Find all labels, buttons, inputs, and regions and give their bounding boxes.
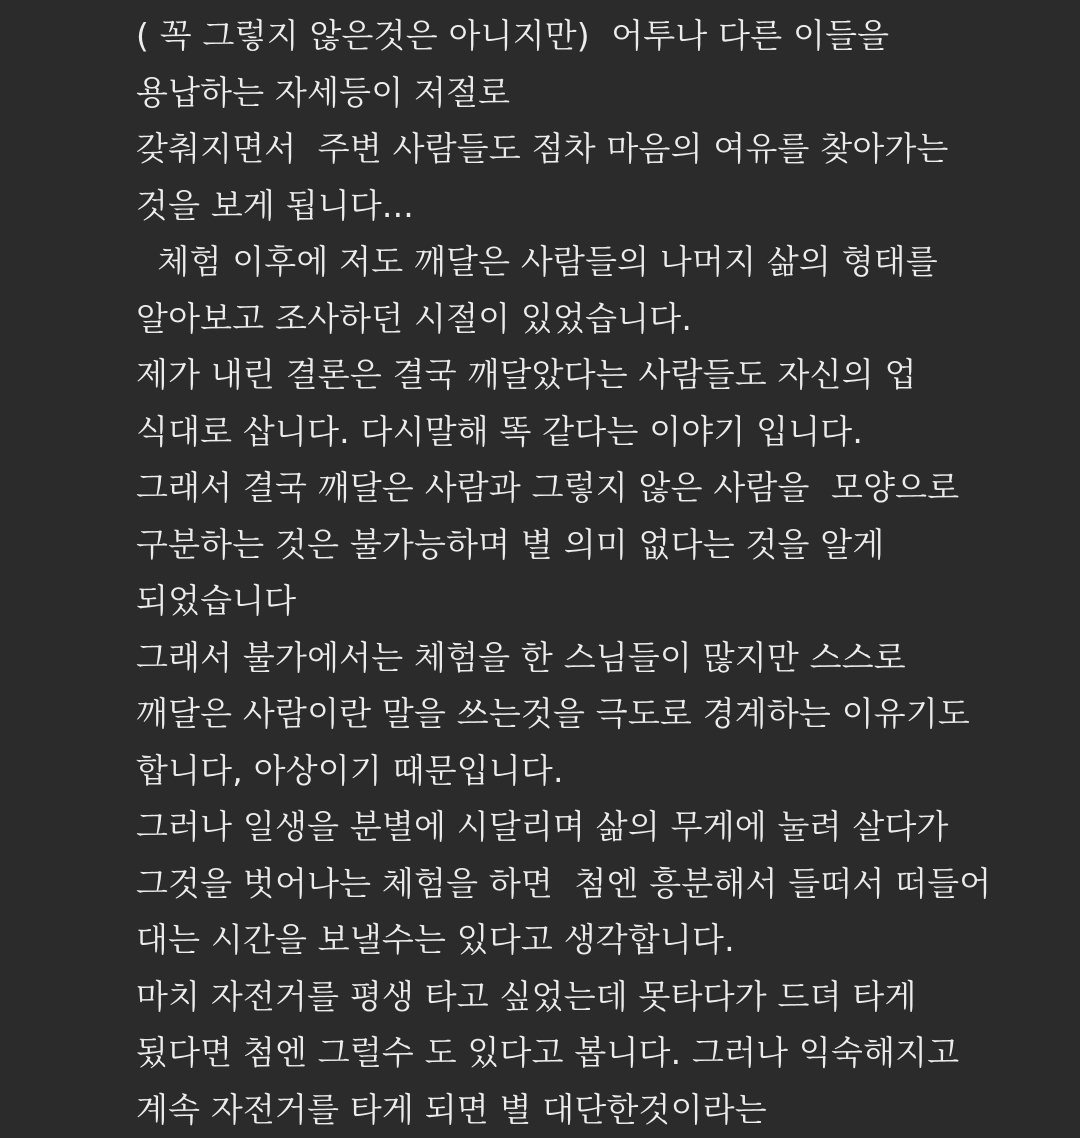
text-line-7: 제가 내린 결론은 결국 깨달았다는 사람들도 자신의 업 (136, 347, 1066, 404)
text-line-15: 그러나 일생을 분별에 시달리며 삶의 무게에 눌려 살다가 (136, 799, 1066, 856)
text-line-16: 그것을 벗어나는 체험을 하면 첨엔 흥분해서 들떠서 떠들어 (136, 856, 1066, 913)
text-line-17: 대는 시간을 보낼수는 있다고 생각합니다. (136, 912, 1066, 969)
text-line-19: 됬다면 첨엔 그럴수 도 있다고 봅니다. 그러나 익숙해지고 (136, 1025, 1066, 1082)
text-line-13: 깨달은 사람이란 말을 쓰는것을 극도로 경계하는 이유기도 (136, 686, 1066, 743)
document-text-body (136, 8, 1066, 1138)
text-line-12: 그래서 불가에서는 체험을 한 스님들이 많지만 스스로 (136, 630, 1066, 687)
text-line-9: 그래서 결국 깨달은 사람과 그렇지 않은 사람을 모양으로 (136, 460, 1066, 517)
text-line-20: 계속 자전거를 타게 되면 별 대단한것이라는 (136, 1082, 1066, 1138)
text-line-2: 용납하는 자세등이 저절로 (136, 65, 1066, 122)
text-line-5: 체험 이후에 저도 깨달은 사람들의 나머지 삶의 형태를 (136, 234, 1066, 291)
text-line-3: 갖춰지면서 주변 사람들도 점차 마음의 여유를 찾아가는 (136, 121, 1066, 178)
text-line-18: 마치 자전거를 평생 타고 싶었는데 못타다가 드뎌 타게 (136, 969, 1066, 1026)
text-line-10: 구분하는 것은 불가능하며 별 의미 없다는 것을 알게 (136, 517, 1066, 574)
text-line-4: 것을 보게 됩니다... (136, 178, 1066, 235)
text-line-6: 알아보고 조사하던 시절이 있었습니다. (136, 291, 1066, 348)
text-line-14: 합니다, 아상이기 때문입니다. (136, 743, 1066, 800)
text-line-11: 되었습니다 (136, 573, 1066, 630)
text-line-1: ( 꼭 그렇지 않은것은 아니지만) 어투나 다른 이들을 (136, 8, 1066, 65)
text-line-8: 식대로 삽니다. 다시말해 똑 같다는 이야기 입니다. (136, 404, 1066, 461)
